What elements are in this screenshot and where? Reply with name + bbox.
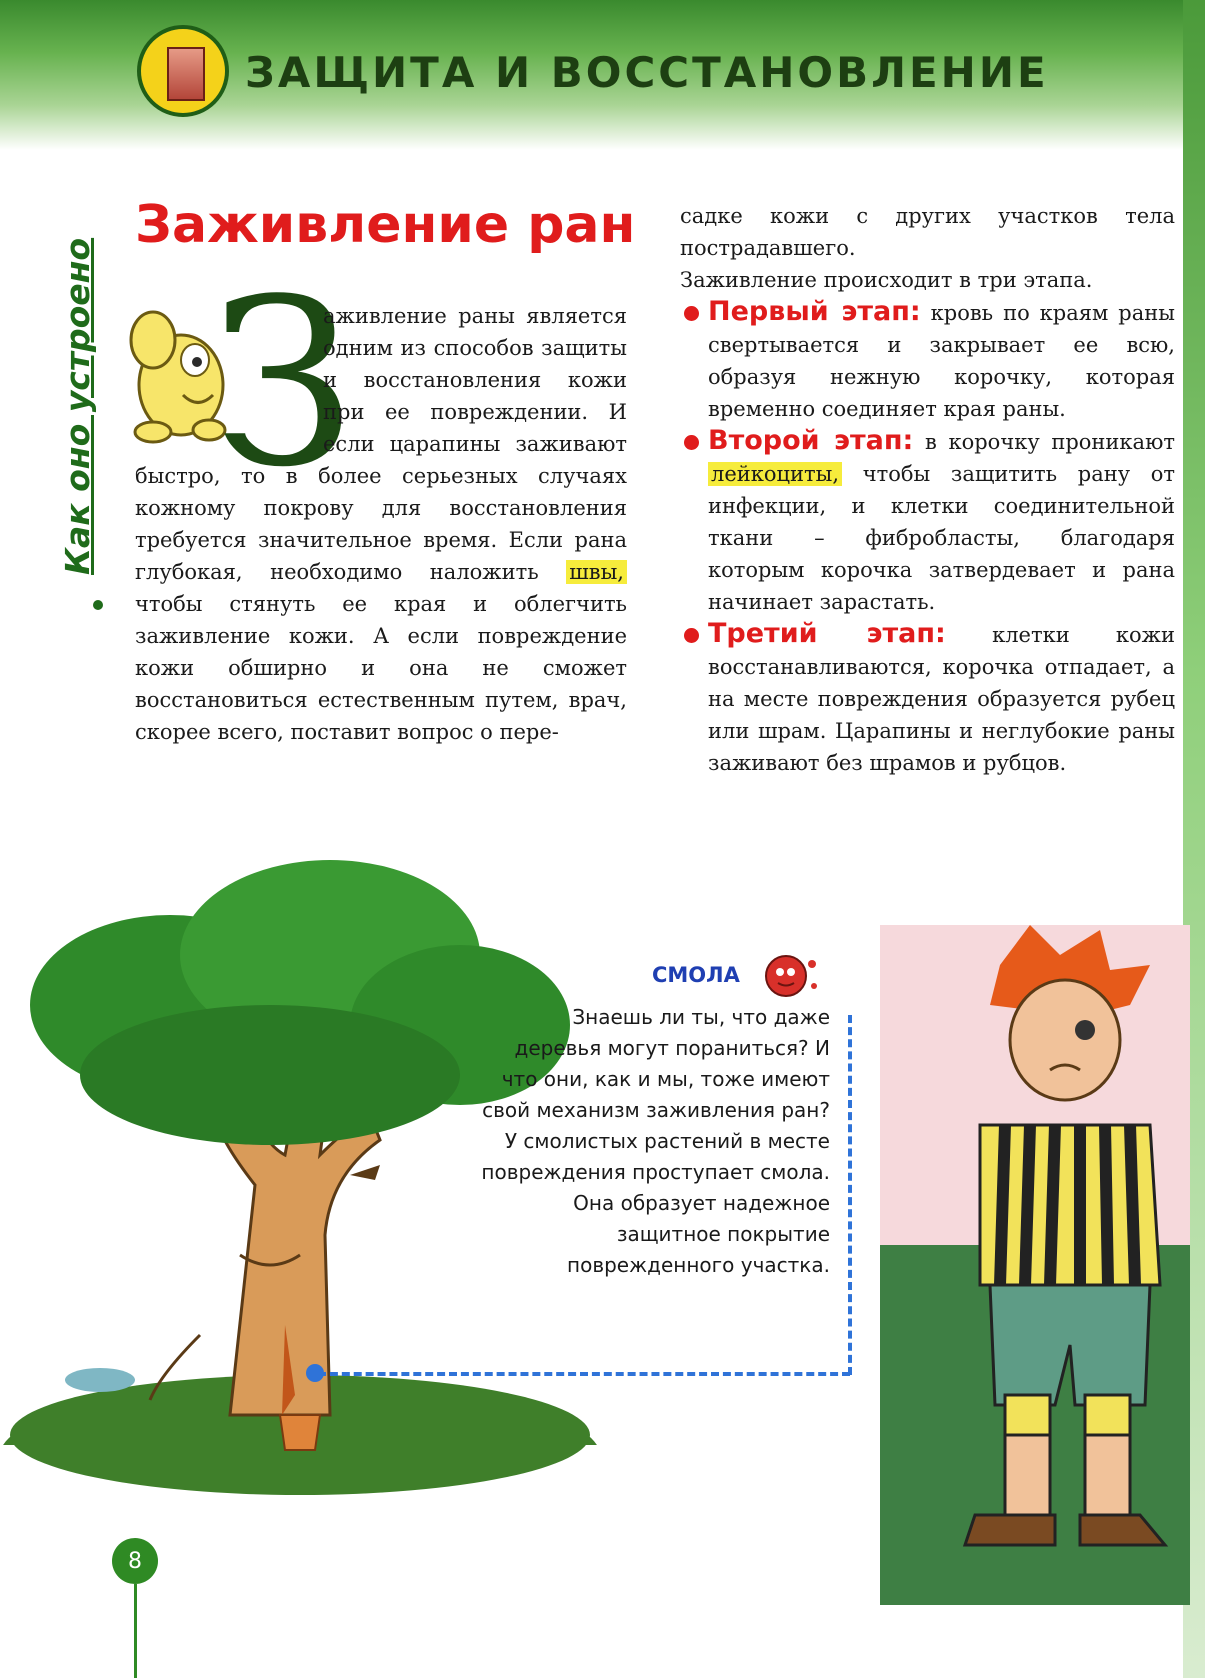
callout-pointer-dot <box>306 1364 324 1382</box>
section-title: ЗАЩИТА И ВОССТАНОВЛЕНИЕ <box>245 48 1049 97</box>
stage-1-label: Первый этап: <box>708 296 921 327</box>
callout-line-vertical <box>848 1015 852 1375</box>
bullet-icon <box>684 628 699 643</box>
stage-3-text: клетки кожи восстанавливаются, корочка отпадает, а на месте повреждения образуется рубец или шрам. Царапины и неглубокие раны заживают без шрамов и рубцов. <box>708 623 1175 775</box>
bullet-icon <box>684 306 699 321</box>
drop-cap: З <box>212 251 356 518</box>
stage-2-label: Второй этап: <box>708 425 914 456</box>
bullet-icon <box>684 435 699 450</box>
skin-sample-icon <box>167 47 205 101</box>
column2-continuation: садке кожи с других участков тела пострадавшего. <box>680 204 1175 260</box>
stage-3 <box>680 618 1175 779</box>
stage-2-text-end: чтобы защитить рану от инфекции, и клетки соединительной ткани – фибробласты, благодаря которым корочка затвердевает и рана начинает зарастать. <box>708 462 1175 614</box>
side-label-text: Как оно устроено <box>58 237 97 575</box>
stage-1-text: кровь по краям раны свертывается и закрывает ее всю, образуя нежную корочку, которая временно соединяет края раны. <box>708 301 1175 421</box>
skin-layers-icon <box>137 25 229 117</box>
player-illustration <box>880 925 1190 1605</box>
side-label <box>58 190 114 610</box>
page-number-line <box>134 1584 137 1678</box>
callout-line-horizontal <box>318 1372 850 1376</box>
article-column-1 <box>135 300 627 748</box>
column1-text-end: чтобы стянуть ее края и облегчить заживление кожи. А если повреждение кожи обширно и она не сможет восстановиться естественным путем, врач, скорее всего, поставит вопрос о пере- <box>135 592 627 744</box>
article-column-2 <box>680 200 1175 779</box>
stage-3-label: Третий этап: <box>708 618 946 649</box>
article-title: Заживление ран <box>135 195 636 255</box>
dropcap-spacer <box>135 300 323 450</box>
page-number: 8 <box>112 1538 158 1584</box>
sidebar-box-title: СМОЛА <box>652 963 740 987</box>
resin-drop-icon <box>760 950 820 1000</box>
stages-intro: Заживление происходит в три этапа. <box>680 268 1093 292</box>
stage-1 <box>680 296 1175 425</box>
term-highlight-stitches: швы, <box>566 560 627 584</box>
side-label-dot <box>93 600 103 610</box>
column1-text-start: аживление раны является одним из способов защиты и восстановления кожи при ее повреждении. И если царапины заживают быстро, то в более серьезных случаях кожному покрову для восстановления требуется значительное время. Если рана глубокая, необходимо наложить <box>135 304 627 584</box>
sidebar-box-text: Знаешь ли ты, что даже деревья могут пораниться? И что они, как и мы, тоже имеют свой механизм заживления ран? У смолистых растений в месте повреждения проступает смола. Она образует надежное защитное покрытие поврежденного участка. <box>481 1005 830 1277</box>
stage-2-text-start: в корочку проникают <box>924 430 1175 454</box>
term-highlight-leukocytes: лейкоциты, <box>708 462 842 486</box>
stage-2 <box>680 425 1175 618</box>
